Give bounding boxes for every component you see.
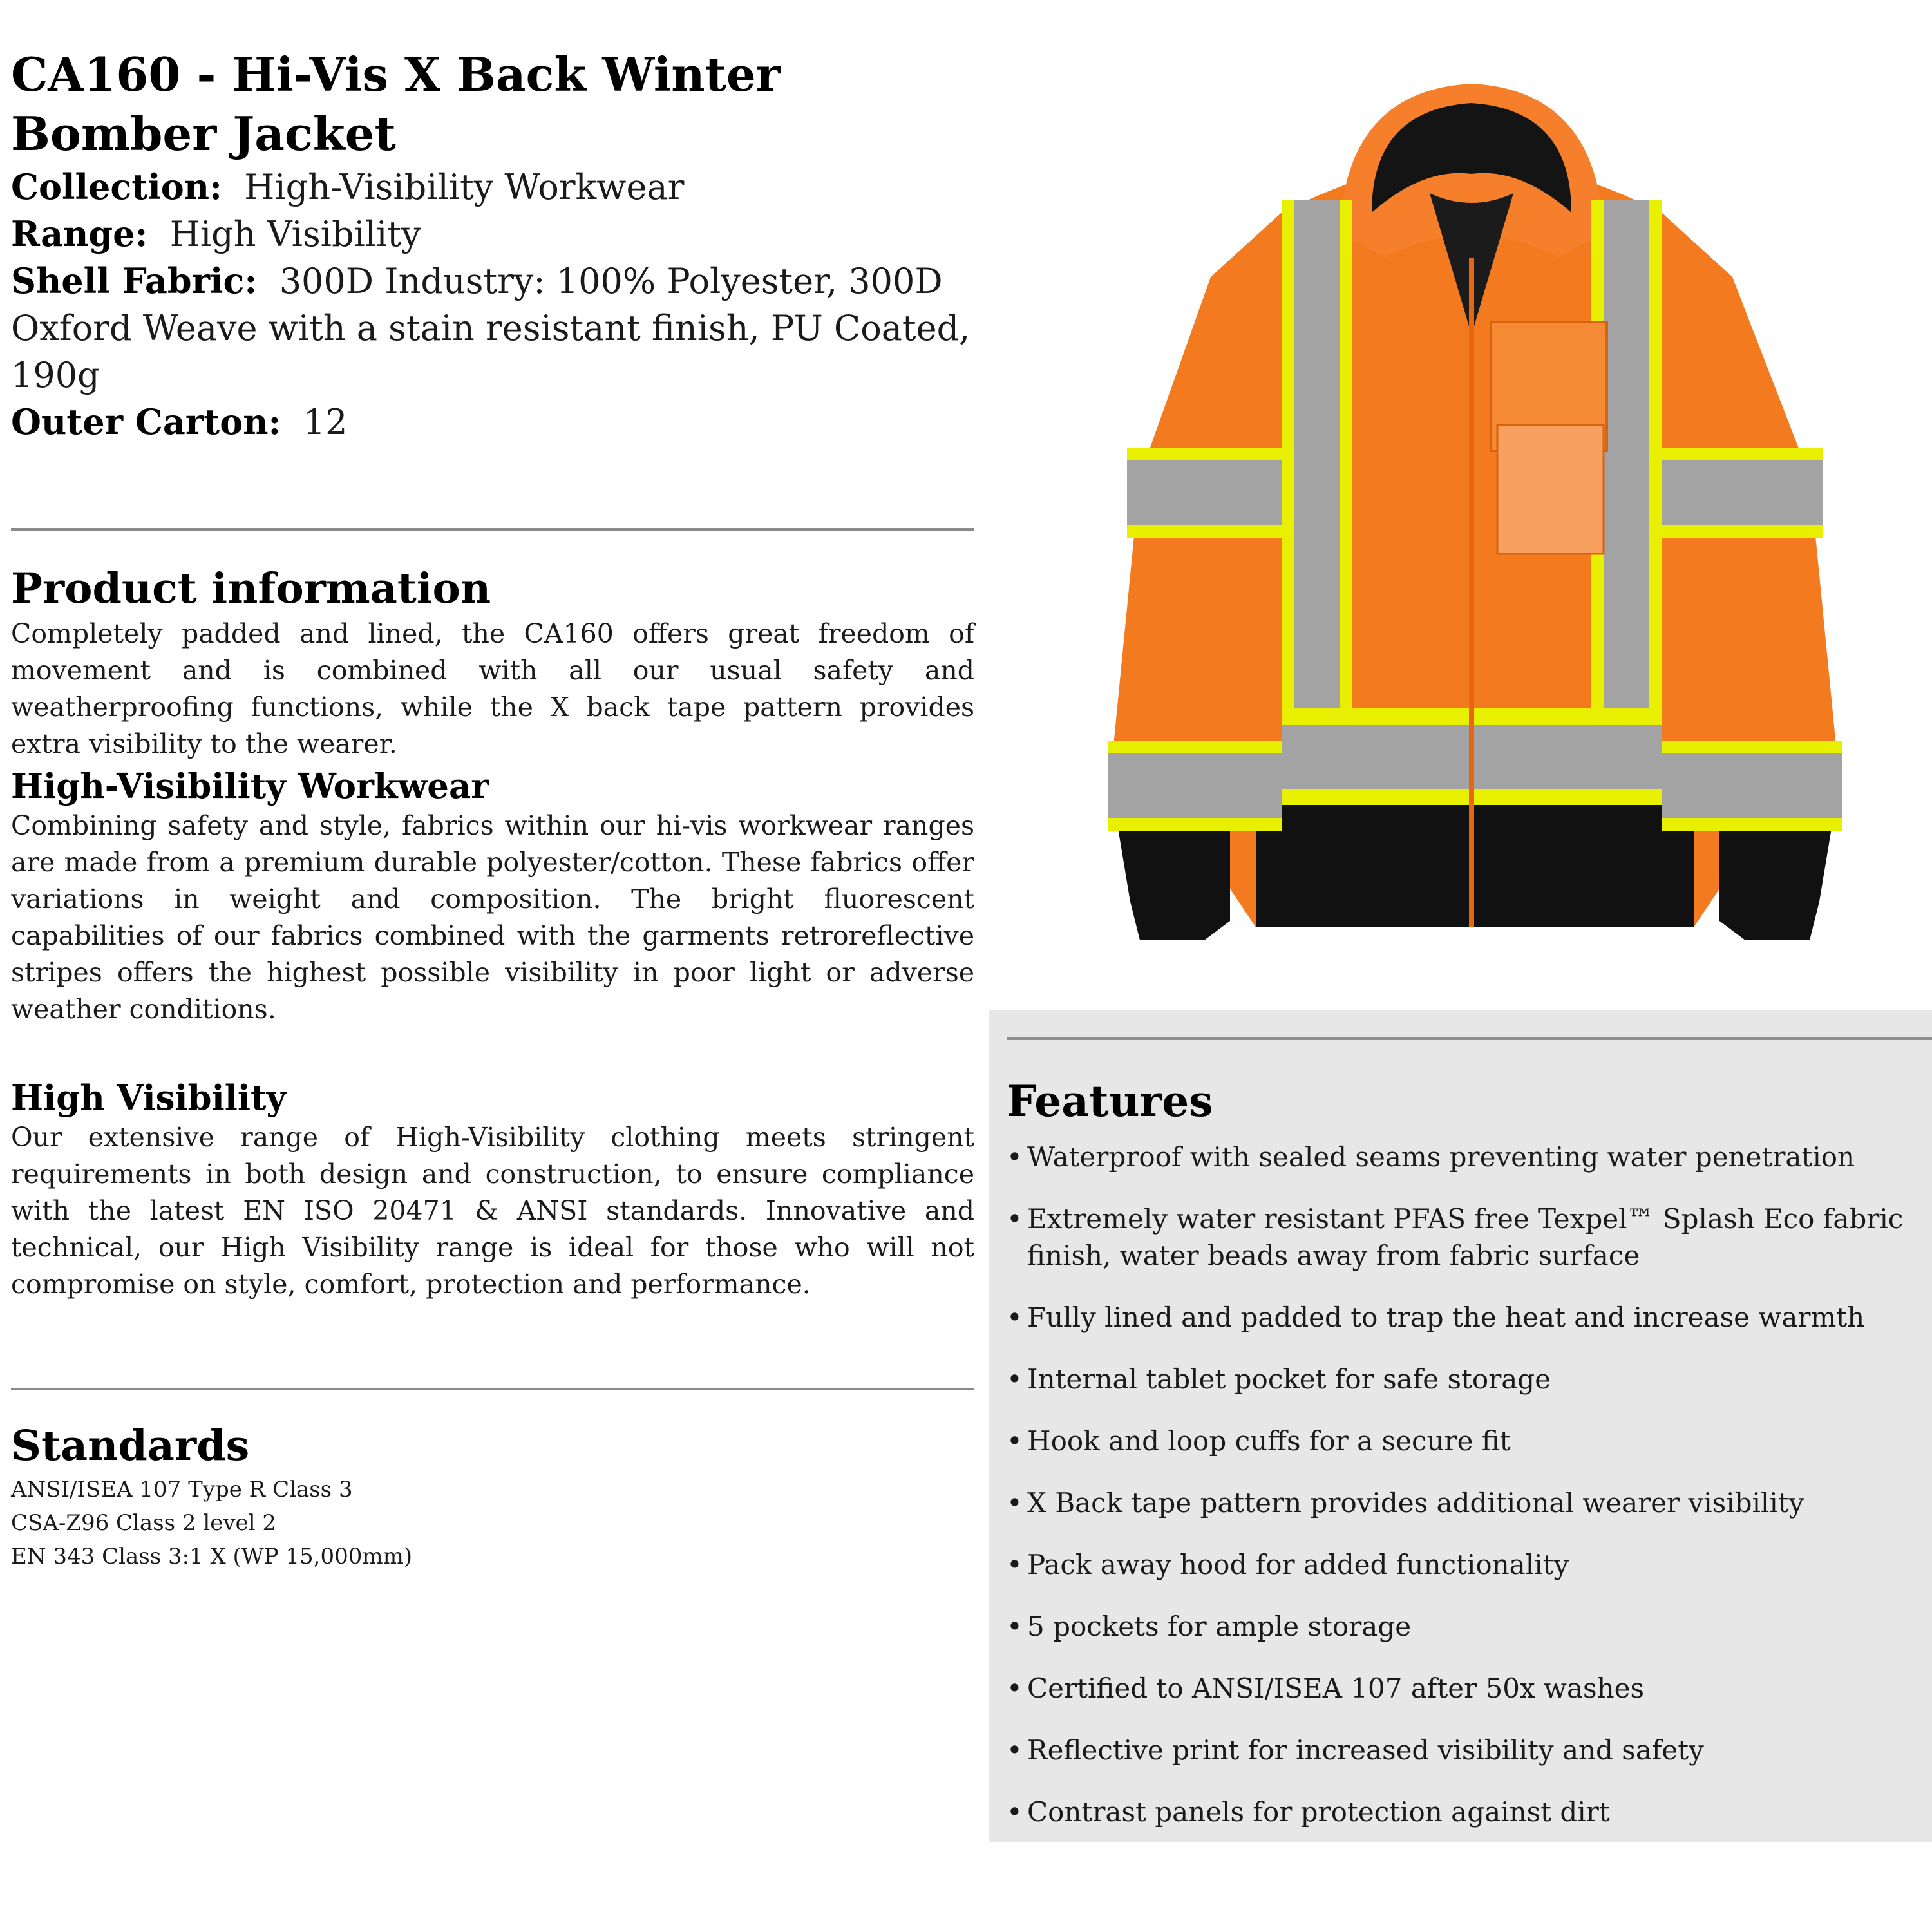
feature-item: • Contrast panels for protection against dirt xyxy=(1007,1794,1921,1830)
product-information-text: Completely padded and lined, the CA160 offers great freedom of movement and is combined with all our usual safety and weatherproofing functions, while the X back tape pattern provides extra visibility to the wearer. xyxy=(11,618,974,759)
product-information-heading: Product information xyxy=(11,564,491,613)
product-details-column xyxy=(11,45,974,1573)
feature-item: • X Back tape pattern provides additional wearer visibility xyxy=(1007,1484,1921,1521)
feature-item: • Reflective print for increased visibility and safety xyxy=(1007,1732,1921,1768)
feature-item: • Certified to ANSI/ISEA 107 after 50x washes xyxy=(1007,1670,1921,1707)
feature-item: • Hook and loop cuffs for a secure fit xyxy=(1007,1423,1921,1459)
features-panel xyxy=(989,1010,1932,1842)
range-heading: High Visibility xyxy=(11,1078,287,1118)
features-list xyxy=(1007,1139,1921,1855)
feature-item: • Waterproof with sealed seams preventing water penetration xyxy=(1007,1139,1921,1175)
range-text: Our extensive range of High-Visibility clothing meets stringent requirements in both design and construction, to ensure compliance with the latest EN ISO 20471 & ANSI standards. Innovative and technical, our High Visibility range is ideal for those who will not compromise on style, comfort, protection and performance. xyxy=(11,1122,974,1300)
feature-item: • 5 pockets for ample storage xyxy=(1007,1608,1921,1645)
left-upper-sleeve-tape xyxy=(1127,460,1282,525)
feature-item: • Internal tablet pocket for safe storage xyxy=(1007,1361,1921,1397)
jacket-product-image xyxy=(1069,64,1874,992)
collection-heading: High-Visibility Workwear xyxy=(11,766,489,806)
left-lower-sleeve-tape xyxy=(1108,753,1282,818)
shell-fabric-value: 300D Industry: 100% Polyester, 300D Oxford Weave with a stain resistant finish, PU Coated, 190g xyxy=(11,261,971,395)
right-upper-sleeve-tape xyxy=(1662,460,1823,525)
outer-carton-row xyxy=(11,399,974,446)
range-row xyxy=(11,211,974,258)
outer-carton-label: Outer Carton: xyxy=(11,401,281,442)
black-hem-panel xyxy=(1256,805,1694,927)
standard-item: CSA-Z96 Class 2 level 2 xyxy=(11,1510,276,1536)
range-value: High Visibility xyxy=(169,214,421,254)
standard-item: EN 343 Class 3:1 X (WP 15,000mm) xyxy=(11,1544,413,1569)
right-lower-sleeve-tape xyxy=(1662,753,1842,818)
standards-list xyxy=(11,1473,974,1573)
collection-row xyxy=(11,164,974,211)
section-divider xyxy=(11,1388,974,1390)
section-divider xyxy=(11,528,974,531)
standard-item: ANSI/ISEA 107 Type R Class 3 xyxy=(11,1477,353,1502)
shell-fabric-label: Shell Fabric: xyxy=(11,260,258,301)
feature-item: • Extremely water resistant PFAS free Texpel™ Splash Eco fabric finish, water beads away from fabric surface xyxy=(1007,1200,1921,1274)
id-window-pocket xyxy=(1497,425,1604,554)
outer-carton-value: 12 xyxy=(303,402,348,442)
features-heading: Features xyxy=(1007,1076,1213,1126)
features-divider xyxy=(1007,1037,1932,1040)
collection-label: Collection: xyxy=(11,166,222,207)
collection-text: Combining safety and style, fabrics within our hi-vis workwear ranges are made from a premium durable polyester/cotton. These fabrics offer variations in weight and composition. The bright fluorescent capabilities of our fabrics combined with the garments retroreflective stripes offers the highest possible visibility in poor light or adverse weather conditions. xyxy=(11,810,974,1025)
collection-value: High-Visibility Workwear xyxy=(244,167,685,207)
range-label: Range: xyxy=(11,213,148,254)
feature-item: • Fully lined and padded to trap the heat and increase warmth xyxy=(1007,1299,1921,1336)
shell-fabric-row xyxy=(11,258,974,399)
standards-heading: Standards xyxy=(11,1421,250,1470)
product-title: CA160 - Hi-Vis X Back Winter Bomber Jacket xyxy=(11,47,781,161)
feature-item: • Pack away hood for added functionality xyxy=(1007,1546,1921,1583)
